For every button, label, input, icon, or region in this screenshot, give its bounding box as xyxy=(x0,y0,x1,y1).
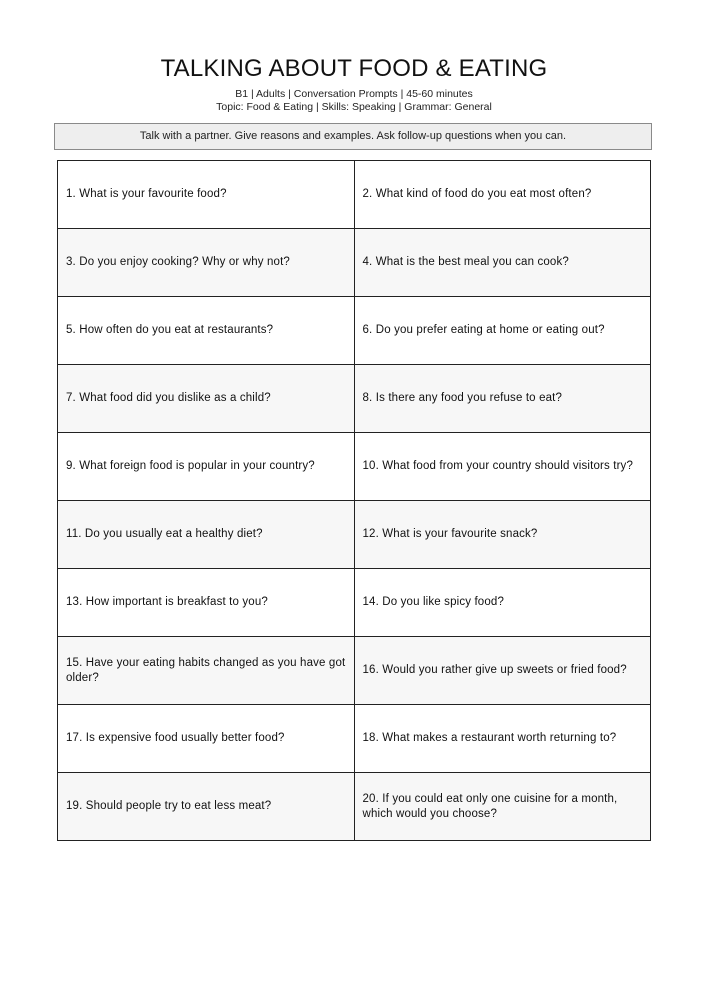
prompt-cell: 8. Is there any food you refuse to eat? xyxy=(354,365,651,433)
prompt-cell: 4. What is the best meal you can cook? xyxy=(354,229,651,297)
prompts-table-body xyxy=(58,161,651,841)
prompt-cell: 5. How often do you eat at restaurants? xyxy=(58,297,355,365)
prompt-cell: 14. Do you like spicy food? xyxy=(354,569,651,637)
prompt-row xyxy=(58,705,651,773)
prompt-cell: 10. What food from your country should visitors try? xyxy=(354,433,651,501)
prompt-cell: 3. Do you enjoy cooking? Why or why not? xyxy=(58,229,355,297)
prompt-cell: 7. What food did you dislike as a child? xyxy=(58,365,355,433)
prompt-row xyxy=(58,773,651,841)
prompt-row xyxy=(58,365,651,433)
page-title: TALKING ABOUT FOOD & EATING xyxy=(160,55,548,82)
prompt-cell: 2. What kind of food do you eat most often? xyxy=(354,161,651,229)
prompt-cell: 15. Have your eating habits changed as you have got older? xyxy=(58,637,355,705)
prompt-row xyxy=(58,433,651,501)
prompt-cell: 19. Should people try to eat less meat? xyxy=(58,773,355,841)
prompts-table xyxy=(57,160,651,841)
prompt-cell: 1. What is your favourite food? xyxy=(58,161,355,229)
prompt-cell: 6. Do you prefer eating at home or eating out? xyxy=(354,297,651,365)
prompt-row xyxy=(58,569,651,637)
instructions-box: Talk with a partner. Give reasons and examples. Ask follow-up questions when you can. xyxy=(54,123,652,150)
prompt-cell: 9. What foreign food is popular in your country? xyxy=(58,433,355,501)
prompt-cell: 18. What makes a restaurant worth returning to? xyxy=(354,705,651,773)
prompt-row xyxy=(58,501,651,569)
prompt-cell: 11. Do you usually eat a healthy diet? xyxy=(58,501,355,569)
prompt-row xyxy=(58,637,651,705)
prompt-row xyxy=(58,297,651,365)
prompt-row xyxy=(58,229,651,297)
prompt-cell: 17. Is expensive food usually better food? xyxy=(58,705,355,773)
prompt-cell: 16. Would you rather give up sweets or fried food? xyxy=(354,637,651,705)
prompt-cell: 12. What is your favourite snack? xyxy=(354,501,651,569)
topic-info: Topic: Food & Eating | Skills: Speaking | Grammar: General xyxy=(216,101,492,113)
prompt-cell: 13. How important is breakfast to you? xyxy=(58,569,355,637)
prompt-cell: 20. If you could eat only one cuisine for a month, which would you choose? xyxy=(354,773,651,841)
level-info: B1 | Adults | Conversation Prompts | 45-60 minutes xyxy=(235,88,473,100)
prompt-row xyxy=(58,161,651,229)
